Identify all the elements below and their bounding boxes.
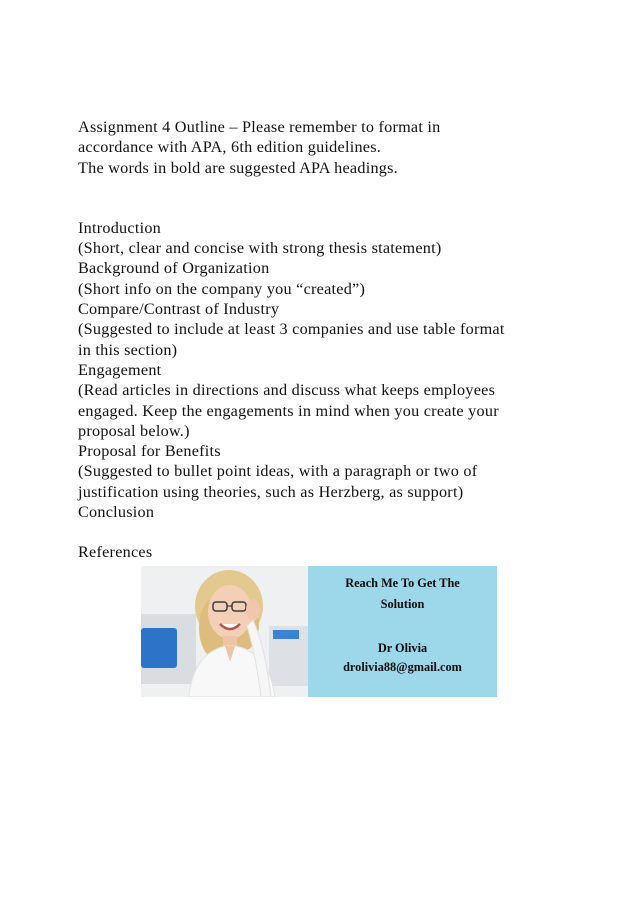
note-engagement-1: (Read articles in directions and discuss what keeps employees xyxy=(78,381,496,400)
heading-proposal: Proposal for Benefits xyxy=(78,442,221,461)
note-background: (Short info on the company you “created”) xyxy=(78,279,366,298)
note-engagement-3: proposal below.) xyxy=(78,421,190,440)
intro-line-2: accordance with APA, 6th edition guidelines. xyxy=(78,138,382,157)
contact-ad-banner xyxy=(141,566,497,697)
heading-conclusion: Conclusion xyxy=(78,503,155,522)
note-introduction: (Short, clear and concise with strong thesis statement) xyxy=(78,239,442,258)
spacer xyxy=(78,178,578,218)
ad-headline: Reach Me To Get The xyxy=(345,576,460,590)
heading-references: References xyxy=(78,543,153,562)
ad-subheadline: Solution xyxy=(380,597,425,611)
heading-compare-contrast: Compare/Contrast of Industry xyxy=(78,300,280,319)
document-body xyxy=(78,117,578,563)
woman-photo xyxy=(141,566,308,697)
ad-contact-name: Dr Olivia xyxy=(377,641,428,655)
note-compare-contrast-2: in this section) xyxy=(78,340,178,359)
heading-background: Background of Organization xyxy=(78,259,270,278)
intro-line-1: Assignment 4 Outline – Please remember to format in xyxy=(78,118,441,136)
heading-engagement: Engagement xyxy=(78,360,162,379)
contact-panel xyxy=(308,566,497,697)
note-proposal-2: justification using theories, such as Herzberg, as support) xyxy=(78,482,464,501)
note-proposal-1: (Suggested to bullet point ideas, with a paragraph or two of xyxy=(78,462,478,481)
note-compare-contrast-1: (Suggested to include at least 3 companies and use table format xyxy=(78,320,505,339)
heading-introduction: Introduction xyxy=(78,218,162,237)
intro-line-3: The words in bold are suggested APA headings. xyxy=(78,158,398,177)
note-engagement-2: engaged. Keep the engagements in mind when you create your xyxy=(78,401,499,420)
woman-illustration xyxy=(141,566,308,697)
ad-contact-email[interactable]: drolivia88@gmail.com xyxy=(343,660,462,674)
spacer xyxy=(78,522,578,542)
